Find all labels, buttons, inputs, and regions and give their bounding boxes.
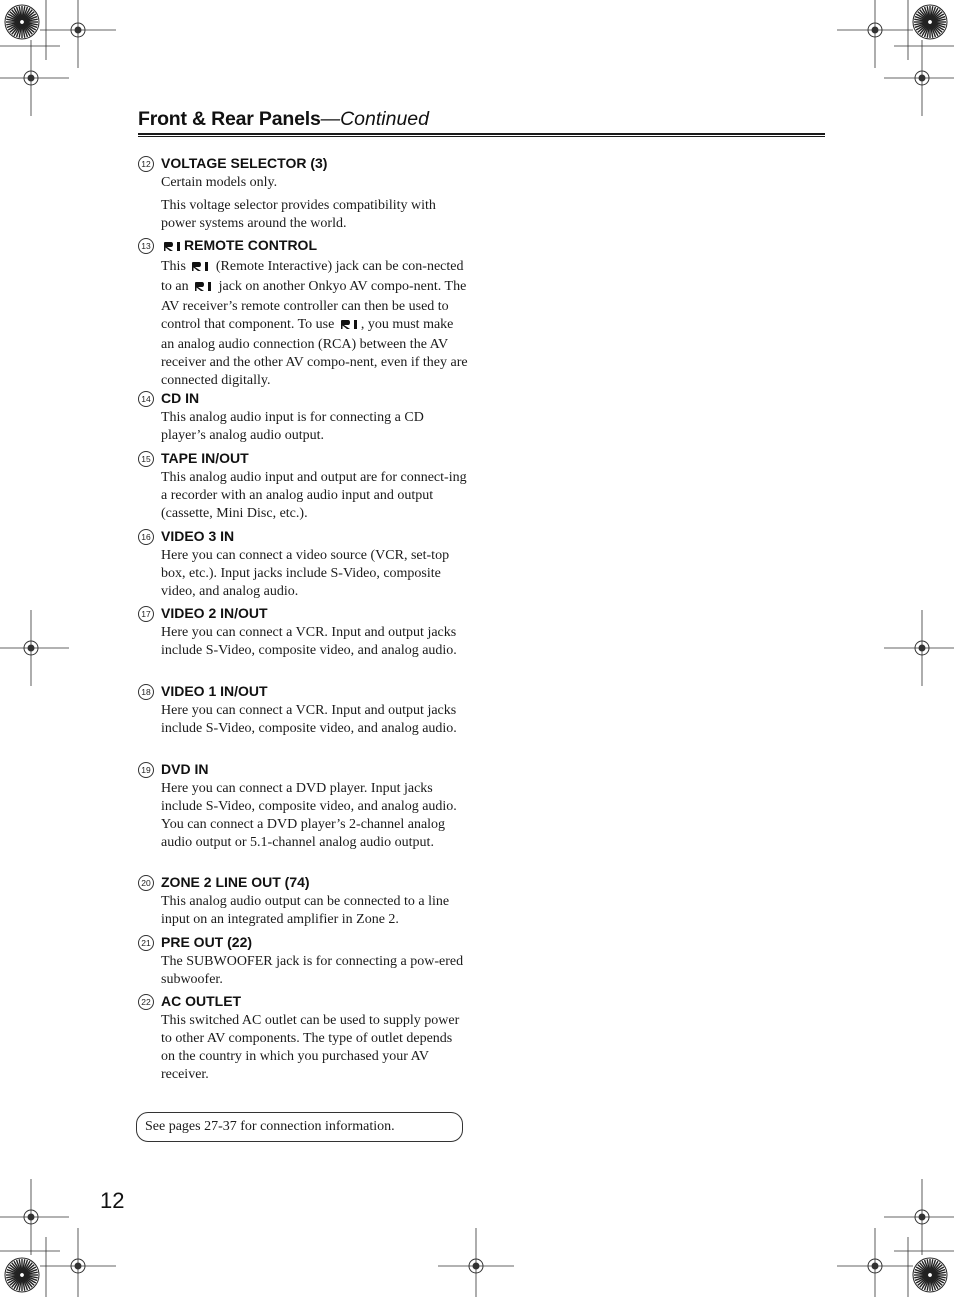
item-20 xyxy=(138,874,468,934)
item-16 xyxy=(138,528,468,606)
ri-logo-icon xyxy=(163,239,182,256)
header-title: Front & Rear Panels xyxy=(138,108,321,130)
item-17 xyxy=(138,605,468,665)
ri-logo-icon xyxy=(194,280,213,298)
item-title: ZONE 2 LINE OUT (74) xyxy=(161,874,310,890)
item-title: VIDEO 2 IN/OUT xyxy=(161,605,268,621)
item-number-badge: 15 xyxy=(138,451,154,467)
page-number: 12 xyxy=(100,1188,125,1213)
header-continued: —Continued xyxy=(320,108,429,130)
item-title: REMOTE CONTROL xyxy=(161,237,468,256)
item-description: Here you can connect a DVD player. Input jacks include S-Video, composite video, and analog audio. You can connect a DVD player’s 2-channel analog audio output or 5.1-channel analog audio output. xyxy=(161,781,457,850)
item-number-badge: 22 xyxy=(138,994,154,1010)
page-header xyxy=(138,108,825,131)
ri-logo-icon xyxy=(340,318,359,336)
item-13 xyxy=(138,237,468,395)
item-number-badge: 12 xyxy=(138,156,154,172)
item-description: This analog audio output can be connected to a line input on an integrated amplifier in Zone 2. xyxy=(161,894,450,927)
item-description: This analog audio input and output are for connect-ing a recorder with an analog audio input and output (cassette, Mini Disc, etc.). xyxy=(161,470,467,521)
item-number-badge: 17 xyxy=(138,606,154,622)
item-description: This (Remote Interactive) jack can be con-nected to an jack on another Onkyo AV compo-nent. The AV receiver’s remote controller can then be used to control that component. To use , you must make an analog audio connection (RCA) between the AV receiver and the other AV compo-nent, even if they are connected digitally. xyxy=(161,259,468,388)
item-number-badge: 16 xyxy=(138,529,154,545)
item-title: DVD IN xyxy=(161,761,209,777)
item-title: PRE OUT (22) xyxy=(161,934,253,950)
item-number-badge: 14 xyxy=(138,391,154,407)
item-14 xyxy=(138,390,468,450)
header-rule xyxy=(138,133,825,137)
item-22 xyxy=(138,993,468,1089)
item-12 xyxy=(138,155,468,238)
item-title: AC OUTLET xyxy=(161,993,242,1009)
item-description: Here you can connect a VCR. Input and output jacks include S-Video, composite video, and analog audio. xyxy=(161,703,457,736)
item-description: Here you can connect a VCR. Input and output jacks include S-Video, composite video, and analog audio. xyxy=(161,625,457,658)
item-number-badge: 19 xyxy=(138,762,154,778)
item-description: This analog audio input is for connecting a CD player’s analog audio output. xyxy=(161,410,424,443)
item-15 xyxy=(138,450,468,528)
item-description: Here you can connect a video source (VCR, set-top box, etc.). Input jacks include S-Video, composite video, and analog audio. xyxy=(161,548,450,599)
item-title: VIDEO 1 IN/OUT xyxy=(161,683,268,699)
item-title: VIDEO 3 IN xyxy=(161,528,235,544)
item-18 xyxy=(138,683,468,743)
item-description: The SUBWOOFER jack is for connecting a pow-ered subwoofer. xyxy=(161,954,464,987)
item-number-badge: 18 xyxy=(138,684,154,700)
item-title: VOLTAGE SELECTOR (3) xyxy=(161,155,328,171)
item-19 xyxy=(138,761,468,857)
item-number-badge: 13 xyxy=(138,238,154,254)
item-number-badge: 20 xyxy=(138,875,154,891)
item-description: Certain models only. This voltage selector provides compatibility with power systems around the world. xyxy=(161,175,436,231)
item-description: This switched AC outlet can be used to supply power to other AV components. The type of outlet depends on the country in which you purchased your AV receiver. xyxy=(161,1013,460,1082)
item-title: CD IN xyxy=(161,390,200,406)
item-title: TAPE IN/OUT xyxy=(161,450,249,466)
item-21 xyxy=(138,934,468,994)
ri-logo-icon xyxy=(191,260,210,278)
item-number-badge: 21 xyxy=(138,935,154,951)
connection-note: See pages 27-37 for connection information. xyxy=(136,1112,463,1142)
